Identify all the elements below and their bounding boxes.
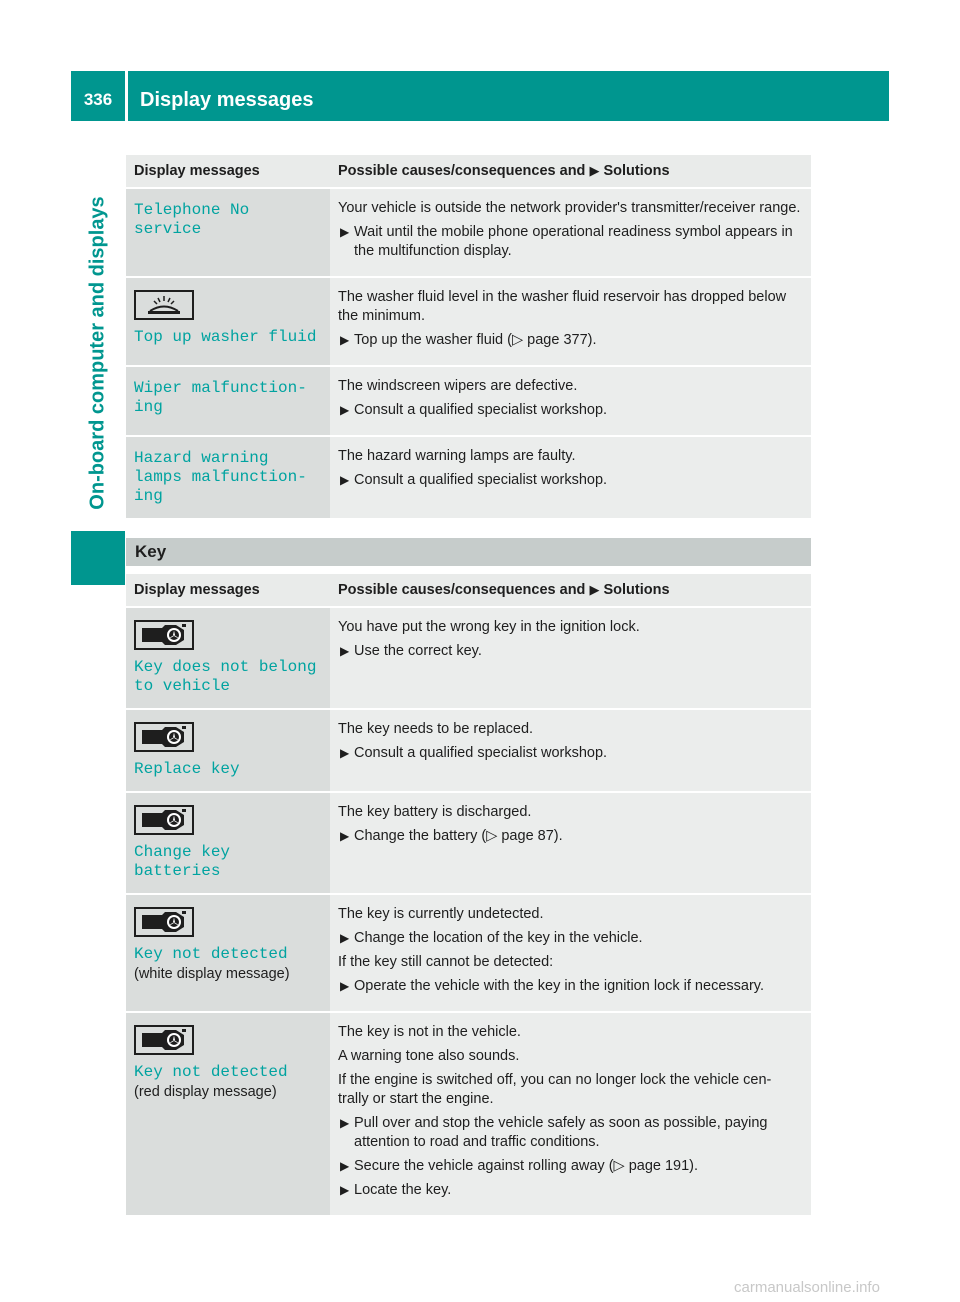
instruction-step: [338, 471, 803, 490]
instruction-text: Locate the key.: [354, 1182, 452, 1198]
washer-fluid-icon: [134, 290, 194, 320]
instruction-step: [338, 929, 803, 948]
solution-cell: [330, 607, 811, 709]
step-arrow-icon: ▶: [340, 644, 350, 658]
step-arrow-icon: ▶: [340, 333, 350, 347]
chapter-marker: [71, 531, 125, 585]
key-icon: [134, 907, 194, 937]
instruction-text: Change the battery (▷ page 87).: [354, 828, 563, 844]
instruction-step: [338, 642, 803, 661]
step-arrow-icon: ▶: [340, 225, 350, 239]
solution-cell: [330, 366, 811, 436]
section-header-key: [126, 538, 811, 566]
instruction-text: Change the location of the key in the vehicle.: [354, 930, 643, 946]
instruction-step: [338, 331, 803, 350]
key-messages-table: [126, 574, 811, 1217]
column-header-messages: Display messages: [126, 155, 330, 188]
step-arrow-icon: ▶: [340, 829, 350, 843]
cause-text: The key battery is discharged.: [338, 804, 532, 820]
table-row: [126, 1012, 811, 1216]
column-header-solutions-label: Solutions: [603, 163, 670, 179]
step-arrow-icon: ▶: [340, 1159, 350, 1173]
table-row: [126, 188, 811, 277]
instruction-step: [338, 977, 803, 996]
solution-cell: [330, 277, 811, 366]
message-cell: [126, 436, 330, 519]
instruction-text: Wait until the mobile phone operational readiness symbol appears in the multifunction display.: [354, 224, 793, 259]
message-cell: [126, 709, 330, 792]
display-message: Telephone No service: [134, 201, 250, 238]
display-message: Key not detected: [134, 945, 288, 963]
cause-text: If the engine is switched off, you can no longer lock the vehicle cen- trally or start the engine.: [338, 1072, 772, 1107]
step-arrow-icon: ▶: [340, 473, 350, 487]
cause-text: The windscreen wipers are defective.: [338, 378, 578, 394]
arrow-icon: ▶: [589, 582, 600, 597]
message-cell: [126, 607, 330, 709]
display-message: Replace key: [134, 760, 240, 778]
section-title: Key: [135, 542, 167, 561]
instruction-text: Use the correct key.: [354, 643, 482, 659]
message-cell: [126, 1012, 330, 1216]
chapter-side-tab: [71, 121, 125, 585]
table-row: [126, 366, 811, 436]
cause-text: The key is not in the vehicle.: [338, 1024, 521, 1040]
instruction-step: [338, 1157, 803, 1176]
column-header-messages: Display messages: [126, 574, 330, 607]
step-arrow-icon: ▶: [340, 1116, 350, 1130]
display-messages-table: [126, 155, 811, 520]
message-cell: [126, 188, 330, 277]
display-message: Hazard warning lamps malfunction‐ ing: [134, 449, 307, 505]
header-divider: [125, 71, 128, 121]
key-icon: [134, 620, 194, 650]
table-row: [126, 894, 811, 1012]
column-header-causes-label: Possible causes/consequences and: [338, 163, 586, 179]
message-cell: [126, 277, 330, 366]
message-cell: [126, 366, 330, 436]
table-row: [126, 792, 811, 894]
cause-text: If the key still cannot be detected:: [338, 954, 554, 970]
cause-text: A warning tone also sounds.: [338, 1048, 520, 1064]
instruction-step: [338, 827, 803, 846]
key-icon: [134, 805, 194, 835]
chapter-title: On-board computer and displays: [86, 196, 109, 510]
instruction-step: [338, 223, 803, 261]
step-arrow-icon: ▶: [340, 1183, 350, 1197]
column-header-causes-label: Possible causes/consequences and: [338, 582, 586, 598]
page-header: [71, 71, 889, 121]
table-row: [126, 607, 811, 709]
page-title: Display messages: [140, 89, 314, 111]
cause-text: The key is currently undetected.: [338, 906, 544, 922]
instruction-text: Pull over and stop the vehicle safely as soon as possible, paying attention to road and traffic conditions.: [354, 1115, 768, 1150]
instruction-text: Consult a qualified specialist workshop.: [354, 402, 608, 418]
instruction-text: Secure the vehicle against rolling away (▷ page 191).: [354, 1158, 699, 1174]
solution-cell: [330, 792, 811, 894]
step-arrow-icon: ▶: [340, 403, 350, 417]
key-icon: [134, 722, 194, 752]
instruction-step: [338, 744, 803, 763]
cause-text: The key needs to be replaced.: [338, 721, 534, 737]
cause-text: You have put the wrong key in the ignition lock.: [338, 619, 640, 635]
instruction-text: Consult a qualified specialist workshop.: [354, 745, 608, 761]
instruction-text: Top up the washer fluid (▷ page 377).: [354, 332, 597, 348]
page-number: 336: [83, 90, 113, 109]
display-message-note: (white display message): [134, 966, 290, 982]
solution-cell: [330, 894, 811, 1012]
arrow-icon: ▶: [589, 163, 600, 178]
display-message: Key not detected: [134, 1063, 288, 1081]
solution-cell: [330, 188, 811, 277]
step-arrow-icon: ▶: [340, 746, 350, 760]
message-cell: [126, 792, 330, 894]
display-message: Top up washer fluid: [134, 328, 317, 346]
solution-cell: [330, 709, 811, 792]
table-row: [126, 709, 811, 792]
cause-text: Your vehicle is outside the network provider's transmitter/receiver range.: [338, 200, 801, 216]
solution-cell: [330, 1012, 811, 1216]
step-arrow-icon: ▶: [340, 931, 350, 945]
cause-text: The hazard warning lamps are faulty.: [338, 448, 576, 464]
column-header-causes: [330, 155, 811, 188]
column-header-solutions-label: Solutions: [603, 582, 670, 598]
instruction-text: Consult a qualified specialist workshop.: [354, 472, 608, 488]
watermark: carmanualsonline.info: [734, 1279, 880, 1296]
instruction-step: [338, 1181, 803, 1200]
key-icon: [134, 1025, 194, 1055]
display-message: Change key batteries: [134, 843, 231, 880]
display-message-note: (red display message): [134, 1084, 277, 1100]
solution-cell: [330, 436, 811, 519]
display-message: Key does not belong to vehicle: [134, 658, 317, 695]
message-cell: [126, 894, 330, 1012]
cause-text: The washer fluid level in the washer fluid reservoir has dropped below the minimum.: [338, 289, 787, 324]
column-header-causes: [330, 574, 811, 607]
table-row: [126, 277, 811, 366]
display-message: Wiper malfunction‐ ing: [134, 379, 307, 416]
instruction-text: Operate the vehicle with the key in the ignition lock if necessary.: [354, 978, 764, 994]
step-arrow-icon: ▶: [340, 979, 350, 993]
instruction-step: [338, 401, 803, 420]
table-row: [126, 436, 811, 519]
instruction-step: [338, 1114, 803, 1152]
